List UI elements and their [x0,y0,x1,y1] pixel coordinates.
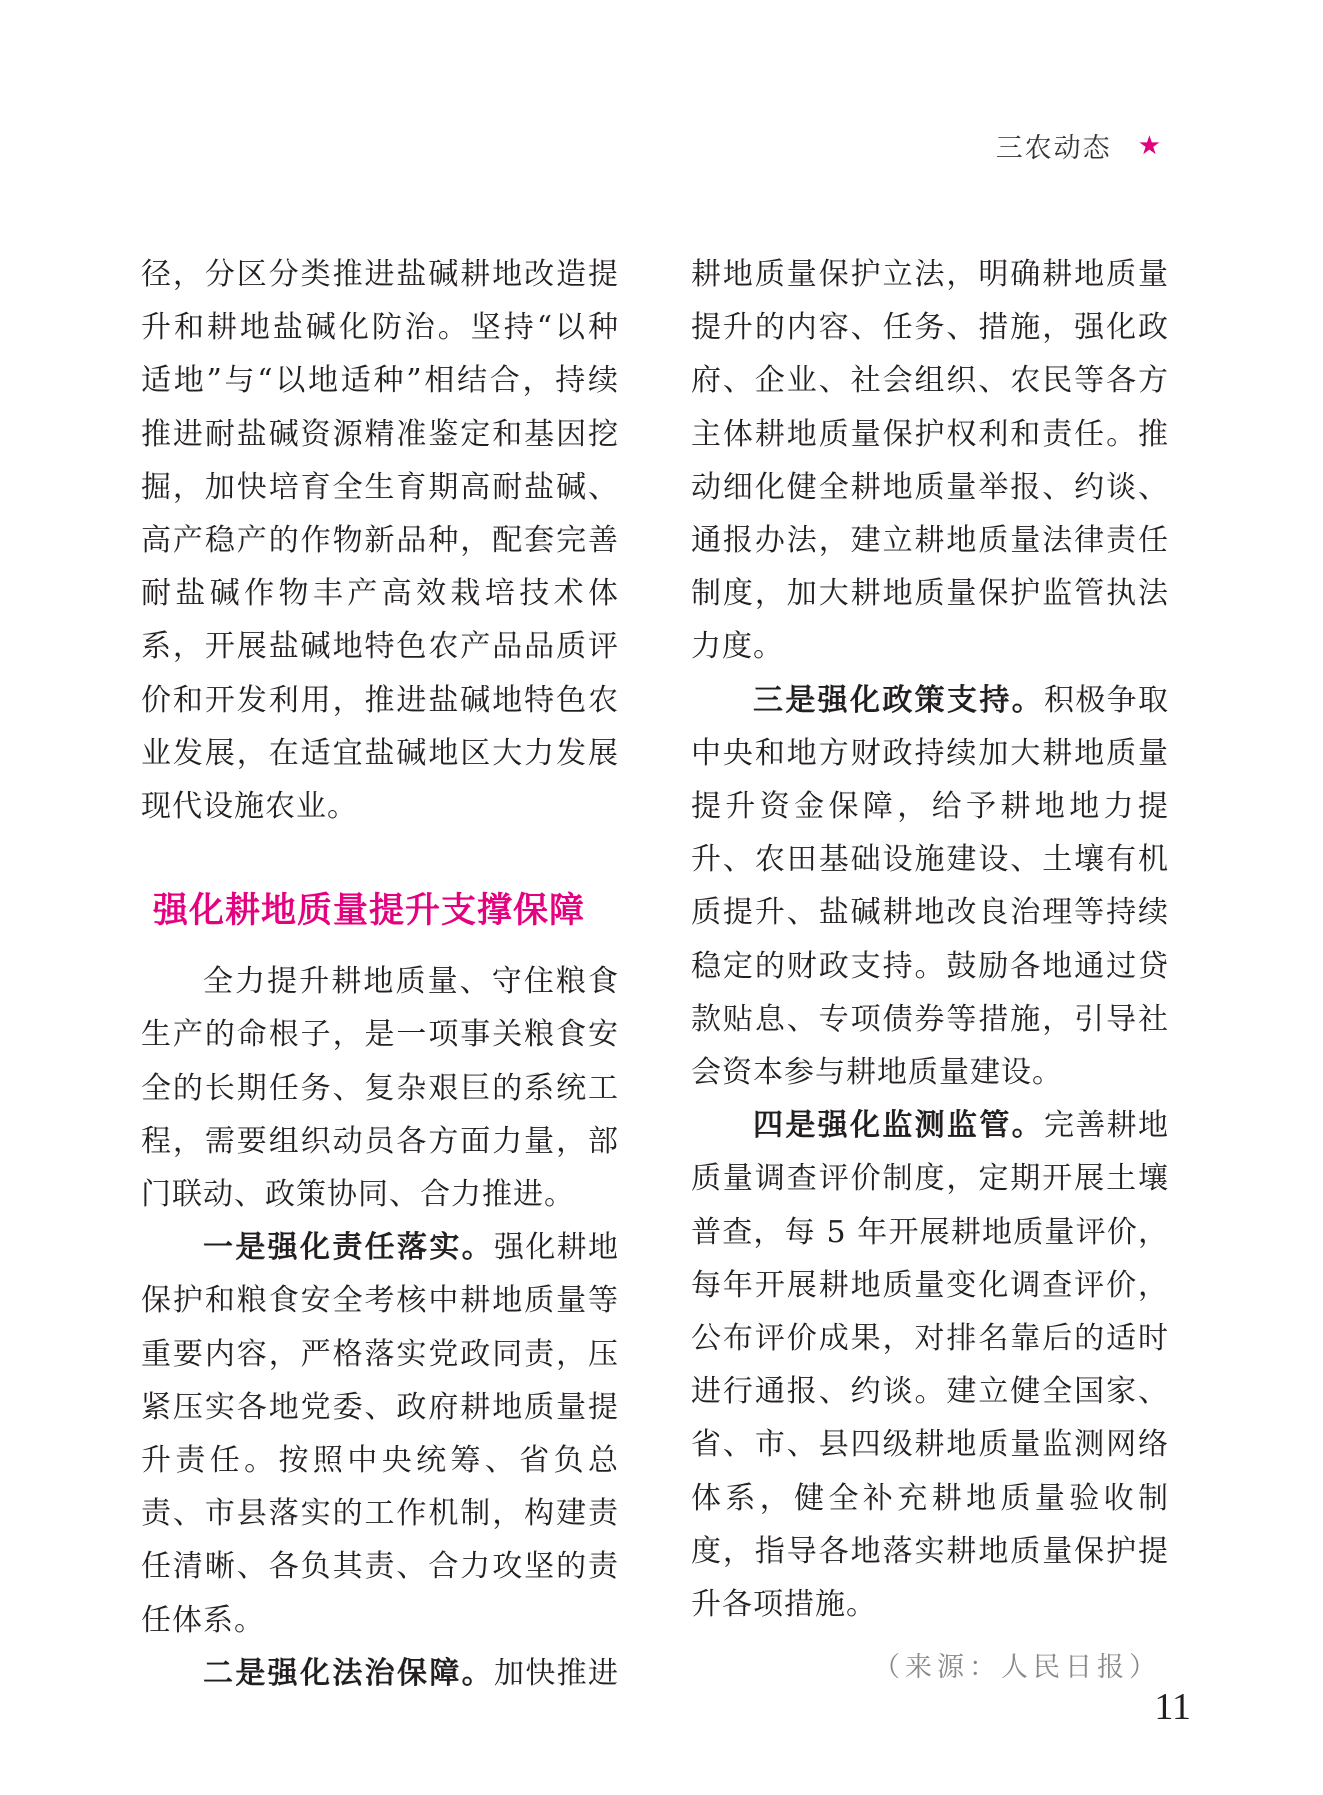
lead-policy: 三是强化政策支持。 [753,682,1044,718]
section-heading: 强化耕地质量提升支撑保障 [153,891,586,932]
right-column [691,248,1169,1684]
paragraph-legal [141,1647,619,1700]
star-icon: ★ [1137,130,1163,161]
page-number: 11 [1154,1686,1191,1728]
left-column [141,248,619,1700]
paragraph-monitoring [691,1099,1169,1631]
running-header [996,126,1163,165]
paragraph-responsibility [141,1221,619,1647]
lead-legal: 二是强化法治保障。 [203,1655,494,1691]
paragraph-policy [691,674,1169,1100]
lead-monitoring: 四是强化监测监管。 [753,1108,1044,1144]
paragraph-intro: 全力提升耕地质量、守住粮食生产的命根子，是一项事关粮食安全的长期任务、复杂艰巨的系统工程，需要组织动员各方面力量，部门联动、政策协同、合力推进。 [141,964,619,1213]
paragraph-saline-land: 径，分区分类推进盐碱耕地改造提升和耕地盐碱化防治。坚持“以种适地”与“以地适种”相结合，持续推进耐盐碱资源精准鉴定和基因挖掘，加快培育全生育期高耐盐碱、高产稳产的作物新品种，配套完善耐盐碱作物丰产高效栽培技术体系，开展盐碱地特色农产品品质评价和开发利用，推进盐碱地特色农业发展，在适宜盐碱地区大力发展现代设施农业。 [141,257,619,825]
body-policy: 积极争取中央和地方财政持续加大耕地质量提升资金保障，给予耕地地力提升、农田基础设施建设、土壤有机质提升、盐碱耕地改良治理等持续稳定的财政支持。鼓励各地通过贷款贴息、专项债券等措施，引导社会资本参与耕地质量建设。 [691,682,1169,1091]
section-title: 三农动态 [995,133,1112,164]
lead-responsibility: 一是强化责任落实。 [203,1230,494,1266]
body-monitoring: 完善耕地质量调查评价制度，定期开展土壤普查，每 5 年开展耕地质量评价，每年开展耕地质量变化调查评价，公布评价成果，对排名靠后的适时进行通报、约谈。建立健全国家、省、市、县四级耕地质量监测网络体系，健全补充耕地质量验收制度，指导各地落实耕地质量保护提升各项措施。 [691,1108,1169,1623]
body-responsibility: 强化耕地保护和粮食安全考核中耕地质量等重要内容，严格落实党政同责，压紧压实各地党委、政府耕地质量提升责任。按照中央统筹、省负总责、市县落实的工作机制，构建责任清晰、各负其责、合力攻坚的责任体系。 [141,1230,619,1638]
source-credit: （来源：人民日报） [873,1652,1161,1684]
paragraph-legal-continued: 耕地质量保护立法，明确耕地质量提升的内容、任务、措施，强化政府、企业、社会组织、农民等各方主体耕地质量保护权利和责任。推动细化健全耕地质量举报、约谈、通报办法，建立耕地质量法律责任制度，加大耕地质量保护监管执法力度。 [691,257,1169,665]
body-legal-start: 加快推进 [494,1655,619,1691]
